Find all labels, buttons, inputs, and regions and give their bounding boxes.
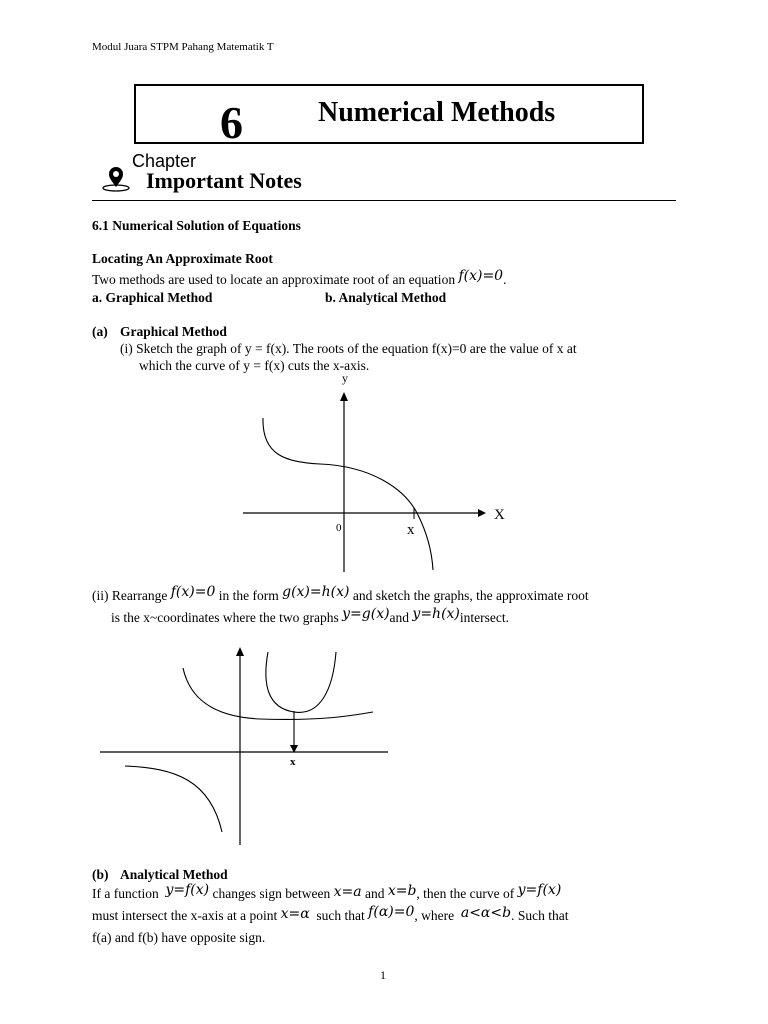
step2-math-3: y=g(x) bbox=[342, 606, 390, 622]
analytical-text-3: and bbox=[364, 886, 385, 901]
method-a: a. Graphical Method bbox=[92, 290, 213, 305]
analytical-math-2: x=a bbox=[333, 884, 362, 900]
analytical-math-7: a<α<b bbox=[460, 905, 512, 921]
step2-text-6: intersect. bbox=[459, 610, 510, 625]
graph1-y-label: y bbox=[342, 371, 348, 385]
analytical-line3: f(a) and f(b) have opposite sign. bbox=[92, 930, 266, 945]
step2-text-3: and sketch the graphs, the approximate root bbox=[352, 588, 589, 603]
analytical-heading: Analytical Method bbox=[120, 867, 228, 882]
graphical-label: (a) bbox=[92, 324, 108, 339]
analytical-text-1: If a function bbox=[92, 886, 159, 901]
analytical-text-7: , where bbox=[414, 908, 455, 923]
chapter-number: 6 bbox=[220, 97, 243, 148]
analytical-math-4: y=f(x) bbox=[517, 882, 562, 898]
step2-math-2: g(x)=h(x) bbox=[282, 584, 350, 600]
analytical-text-8: . Such that bbox=[511, 908, 569, 923]
locating-heading: Locating An Approximate Root bbox=[92, 251, 273, 266]
step1-line2: which the curve of y = f(x) cuts the x-axis. bbox=[139, 358, 370, 373]
graph1-x-label: X bbox=[494, 507, 505, 523]
graphical-heading: Graphical Method bbox=[120, 324, 227, 339]
intro-end: . bbox=[503, 272, 507, 287]
analytical-math-6: f(α)=0 bbox=[368, 904, 415, 920]
notes-title: Important Notes bbox=[146, 168, 302, 193]
analytical-text-5: must intersect the x-axis at a point bbox=[92, 908, 278, 923]
chapter-title: Numerical Methods bbox=[318, 97, 556, 128]
intro-text: Two methods are used to locate an approximate root of an equation bbox=[92, 272, 456, 287]
graph2-root-label: x bbox=[290, 756, 296, 768]
step2-text-4: is the x~coordinates where the two graphs bbox=[111, 610, 339, 625]
running-header: Modul Juara STPM Pahang Matematik T bbox=[92, 41, 274, 53]
step2-text-2: in the form bbox=[218, 588, 279, 603]
graph1-root-label: x bbox=[407, 522, 415, 538]
graph1-origin-label: 0 bbox=[336, 522, 342, 534]
step2-math-4: y=h(x) bbox=[412, 606, 460, 622]
analytical-math-1: y=f(x) bbox=[165, 882, 210, 898]
graph2-hyperbola-bottom bbox=[125, 766, 222, 832]
section-heading: 6.1 Numerical Solution of Equations bbox=[92, 218, 301, 233]
method-b: b. Analytical Method bbox=[325, 290, 447, 305]
analytical-math-5: x=α bbox=[280, 906, 310, 922]
analytical-line2 bbox=[92, 904, 569, 924]
step1-line1: (i) Sketch the graph of y = f(x). The roots of the equation f(x)=0 are the value of x at bbox=[120, 341, 577, 356]
step2-text-5: and bbox=[389, 610, 410, 625]
step2-math-1: f(x)=0 bbox=[170, 584, 216, 600]
analytical-label: (b) bbox=[92, 867, 109, 882]
graph2-y-arrow bbox=[236, 647, 244, 656]
page-number: 1 bbox=[380, 968, 386, 982]
analytical-text-4: , then the curve of bbox=[416, 886, 515, 901]
graph2-u-curve bbox=[266, 652, 336, 712]
analytical-math-3: x=b bbox=[387, 883, 417, 899]
chapter-label: Chapter bbox=[132, 151, 197, 171]
analytical-text-2: changes sign between bbox=[212, 886, 331, 901]
step2-text-1: (ii) Rearrange bbox=[92, 588, 168, 603]
intro-math: f(x)=0 bbox=[458, 268, 504, 284]
graph2-hyperbola-top bbox=[183, 668, 373, 719]
analytical-line1 bbox=[92, 882, 562, 902]
analytical-text-6: such that bbox=[316, 908, 365, 923]
